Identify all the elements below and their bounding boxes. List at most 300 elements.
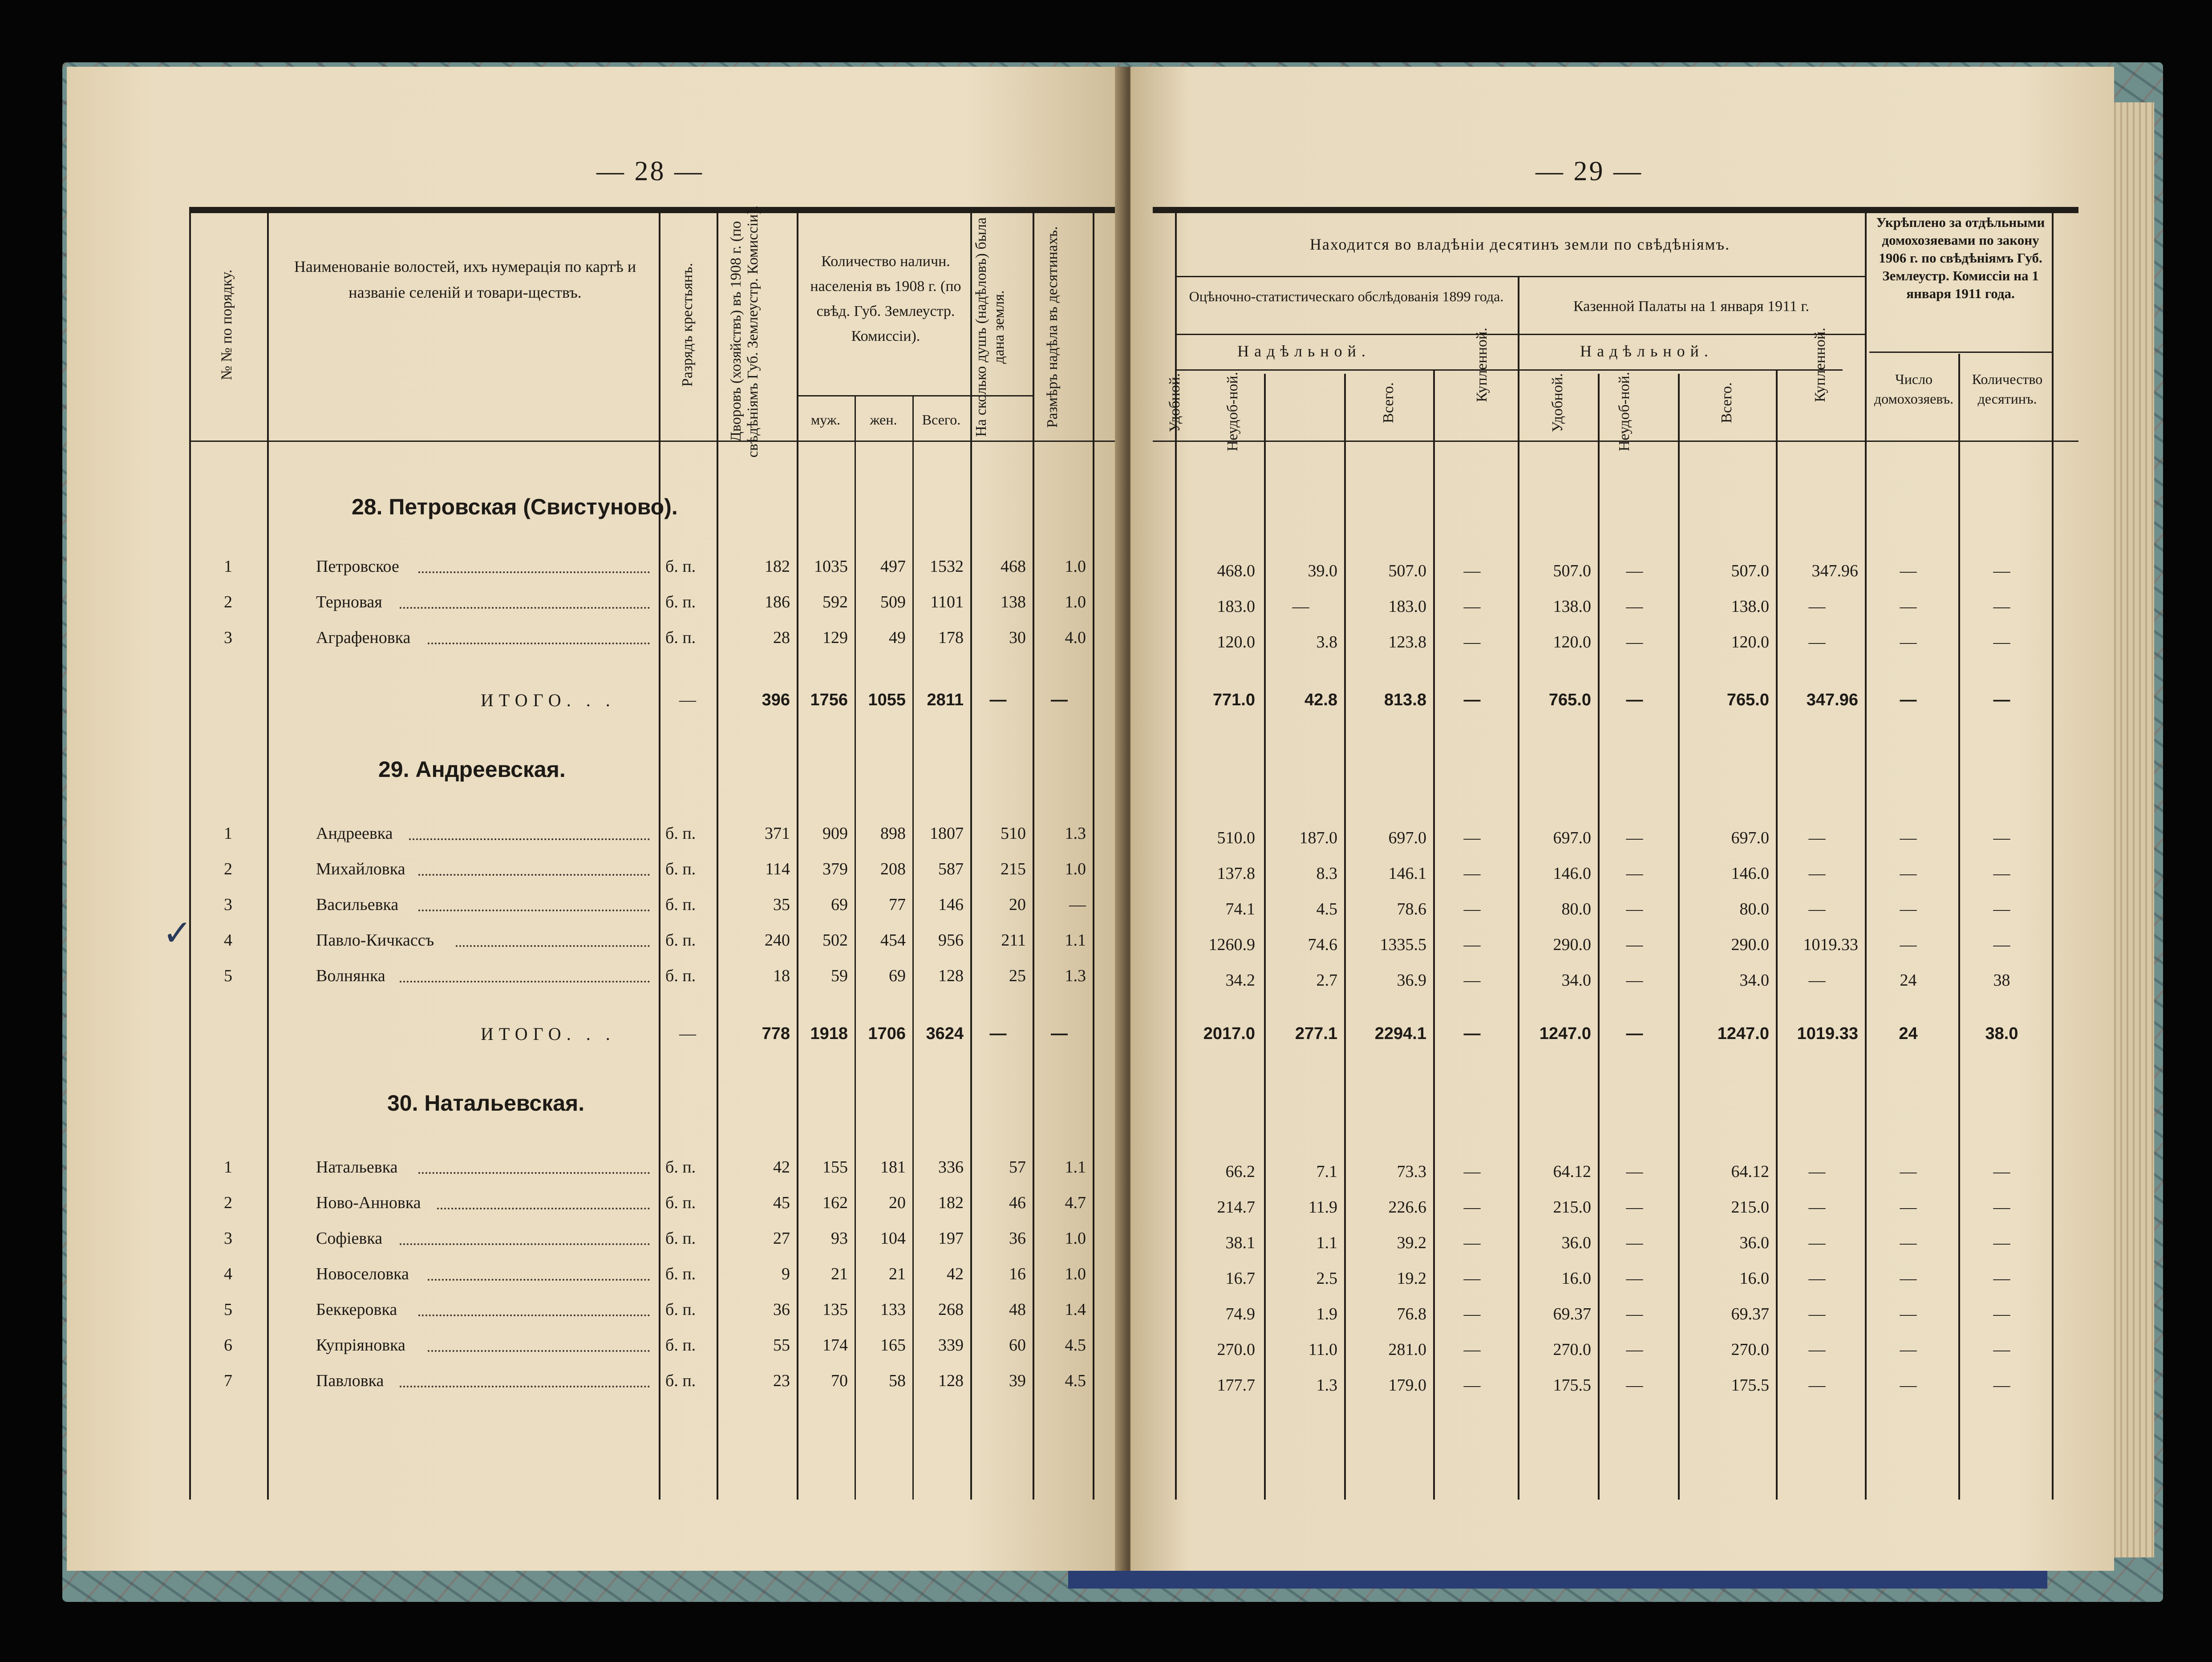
cell-p2: — xyxy=(1808,829,1826,847)
row-number: 7 xyxy=(224,1371,232,1390)
header-female: жен. xyxy=(870,412,897,428)
leader-dots xyxy=(418,1312,650,1316)
cell-n: 11.0 xyxy=(1308,1340,1337,1359)
cell-hh: 45 xyxy=(773,1193,790,1212)
cell-u: 74.9 xyxy=(1225,1305,1255,1323)
peasant-category: б. п. xyxy=(665,895,696,914)
row-number: 6 xyxy=(224,1336,232,1355)
cell-p2: 1019.33 xyxy=(1803,935,1858,954)
cell-n2: — xyxy=(1626,633,1643,651)
total-o: — xyxy=(1900,691,1917,709)
cell-n: 7.1 xyxy=(1316,1162,1337,1181)
cell-d: — xyxy=(1993,1305,2010,1323)
cell-u: 120.0 xyxy=(1217,633,1255,651)
cell-hh: 35 xyxy=(773,895,790,914)
cell-hh: 182 xyxy=(765,557,790,576)
cell-p: — xyxy=(1463,633,1481,651)
cell-n: 8.3 xyxy=(1316,864,1337,883)
cell-a: 146.1 xyxy=(1388,864,1426,883)
peasant-category: б. п. xyxy=(665,1158,696,1177)
cell-souls: 57 xyxy=(1009,1158,1026,1177)
col-line xyxy=(2052,209,2054,1500)
cell-p: — xyxy=(1463,864,1481,883)
header-purchased-2: Купленной. xyxy=(1812,328,1828,402)
cell-hh: 55 xyxy=(773,1336,790,1355)
cell-f: 509 xyxy=(880,593,906,611)
cell-t: 339 xyxy=(938,1336,964,1355)
cell-u: 510.0 xyxy=(1217,829,1255,847)
cell-p: — xyxy=(1463,900,1481,918)
cell-f: 21 xyxy=(889,1265,906,1283)
cell-u2: 16.0 xyxy=(1561,1269,1591,1288)
cell-u: 214.7 xyxy=(1217,1198,1255,1217)
cell-n: — xyxy=(1292,597,1309,616)
cell-d: — xyxy=(1993,1376,2010,1395)
peasant-category: б. п. xyxy=(665,931,696,950)
cell-size: 1.3 xyxy=(1065,824,1086,843)
peasant-category: б. п. xyxy=(665,1265,696,1283)
row-number: 2 xyxy=(224,1193,232,1212)
cell-souls: 20 xyxy=(1009,895,1026,914)
header-allotment: Размѣръ надѣла въ десятинахъ. xyxy=(1044,226,1061,428)
peasant-category: б. п. xyxy=(665,1229,696,1248)
settlement-name: Ново-Анновка xyxy=(316,1193,421,1212)
cell-m: 592 xyxy=(822,593,848,611)
cell-souls: 215 xyxy=(1001,860,1026,878)
cell-n: 1.1 xyxy=(1316,1233,1337,1252)
header-households: Дворовъ (хозяйствъ) въ 1908 г. (по свѣдѣніямъ Губ. Землеустр. Комиссіи). xyxy=(728,205,761,458)
cell-a: 78.6 xyxy=(1397,900,1426,918)
row-number: 5 xyxy=(224,1300,232,1319)
cell-size: 1.4 xyxy=(1065,1300,1086,1319)
cell-u: 177.7 xyxy=(1217,1376,1255,1395)
header-total: Всего. xyxy=(922,412,961,428)
header-male: муж. xyxy=(811,412,840,428)
cell-p2: — xyxy=(1808,1376,1826,1395)
cell-t: 1807 xyxy=(930,824,964,843)
cell-d: — xyxy=(1993,900,2010,918)
cell-a: 1335.5 xyxy=(1380,935,1426,954)
cell-u: 34.2 xyxy=(1225,971,1255,990)
cell-p: — xyxy=(1463,1269,1481,1288)
cell-souls: 25 xyxy=(1009,966,1026,985)
leader-dots xyxy=(400,1383,650,1387)
cell-souls: 60 xyxy=(1009,1336,1026,1355)
total-d: 38.0 xyxy=(1985,1024,2018,1043)
cell-m: 155 xyxy=(822,1158,848,1177)
cell-m: 174 xyxy=(822,1336,848,1355)
row-number: 4 xyxy=(224,931,232,950)
cell-u2: 34.0 xyxy=(1561,971,1591,990)
cell-t: 1101 xyxy=(930,593,964,611)
cell-u: 38.1 xyxy=(1225,1233,1255,1252)
cell-p: — xyxy=(1463,1162,1481,1181)
cell-n: 39.0 xyxy=(1308,562,1337,580)
col-line xyxy=(1958,354,1960,1500)
cell-o: — xyxy=(1900,1233,1917,1252)
row-number: 3 xyxy=(224,628,232,647)
total-f: 1706 xyxy=(868,1024,906,1043)
section-title: 30. Натальевская. xyxy=(387,1091,585,1116)
cell-f: 104 xyxy=(880,1229,906,1248)
cell-f: 181 xyxy=(880,1158,906,1177)
cell-o: — xyxy=(1900,864,1917,883)
cell-n2: — xyxy=(1626,597,1643,616)
total-a2: 765.0 xyxy=(1726,691,1769,709)
page-number-left: — 28 — xyxy=(596,156,704,186)
cell-t: 1532 xyxy=(930,557,964,576)
cell-f: 58 xyxy=(889,1371,906,1390)
cell-a: 697.0 xyxy=(1388,829,1426,847)
cell-n2: — xyxy=(1626,1305,1643,1323)
cell-t: 128 xyxy=(938,966,964,985)
cell-n: 4.5 xyxy=(1316,900,1337,918)
cell-n2: — xyxy=(1626,829,1643,847)
settlement-name: Терновая xyxy=(316,593,382,611)
cell-o: — xyxy=(1900,1162,1917,1181)
cell-hh: 240 xyxy=(765,931,790,950)
cell-souls: 46 xyxy=(1009,1193,1026,1212)
cell-hh: 27 xyxy=(773,1229,790,1248)
header-rule xyxy=(1175,334,1865,335)
col-line xyxy=(1093,209,1094,1500)
total-label: ИТОГО. . . xyxy=(481,690,616,710)
section-title: 28. Петровская (Свистуново). xyxy=(352,494,678,519)
cell-n: 1.9 xyxy=(1316,1305,1337,1323)
header-survey: Оцѣночно-статистическаго обслѣдованія 1899 года. xyxy=(1189,288,1504,304)
settlement-name: Петровское xyxy=(316,557,399,576)
cell-d: — xyxy=(1993,829,2010,847)
total-p2: 1019.33 xyxy=(1797,1024,1858,1043)
leader-dots xyxy=(456,942,650,947)
row-number: 4 xyxy=(224,1265,232,1283)
cell-u: 16.7 xyxy=(1225,1269,1255,1288)
peasant-category: б. п. xyxy=(665,1371,696,1390)
leader-dots xyxy=(418,871,650,876)
cell-hh: 18 xyxy=(773,966,790,985)
cell-u2: 175.5 xyxy=(1553,1376,1591,1395)
total-f: 1055 xyxy=(868,691,906,709)
cell-hh: 23 xyxy=(773,1371,790,1390)
leader-dots xyxy=(400,1241,650,1245)
col-line xyxy=(659,209,660,1500)
leader-dots xyxy=(418,907,650,911)
cell-p2: — xyxy=(1808,633,1826,651)
cell-u2: 64.12 xyxy=(1553,1162,1591,1181)
cell-a: 73.3 xyxy=(1397,1162,1426,1181)
cell-a2: 138.0 xyxy=(1731,597,1769,616)
cell-size: 1.3 xyxy=(1065,966,1086,985)
cell-a: 281.0 xyxy=(1388,1340,1426,1359)
header-rule xyxy=(1869,352,2052,353)
cell-a2: 146.0 xyxy=(1731,864,1769,883)
cell-hh: 114 xyxy=(765,860,790,878)
cell-d: — xyxy=(1993,1198,2010,1217)
cell-d: — xyxy=(1993,562,2010,580)
cell-p2: — xyxy=(1808,1340,1826,1359)
peasant-category: б. п. xyxy=(665,557,696,576)
cell-size: 4.5 xyxy=(1065,1336,1086,1355)
cell-d: — xyxy=(1993,864,2010,883)
cell-p: — xyxy=(1463,1233,1481,1252)
cell-n2: — xyxy=(1626,1376,1643,1395)
cell-n2: — xyxy=(1626,1233,1643,1252)
cell-souls: 510 xyxy=(1001,824,1026,843)
total-a: 813.8 xyxy=(1384,691,1426,709)
header-inconvenient-2: Неудоб-ной. xyxy=(1616,372,1633,452)
cell-p: — xyxy=(1463,1340,1481,1359)
cell-p2: — xyxy=(1808,1305,1826,1323)
cell-d: — xyxy=(1993,1233,2010,1252)
cell-souls: 36 xyxy=(1009,1229,1026,1248)
cell-a2: 36.0 xyxy=(1739,1233,1769,1252)
cell-a2: 69.37 xyxy=(1731,1305,1769,1323)
col-line xyxy=(267,209,269,1500)
cell-o: — xyxy=(1900,900,1917,918)
cell-u2: 215.0 xyxy=(1553,1198,1591,1217)
header-no: № № по порядку. xyxy=(219,269,235,380)
settlement-name: Васильевка xyxy=(316,895,399,914)
header-category: Разрядъ крестьянъ. xyxy=(679,263,696,387)
cell-d: — xyxy=(1993,935,2010,954)
total-n2: — xyxy=(1626,1024,1643,1043)
total-hh: 778 xyxy=(762,1024,790,1043)
cell-t: 42 xyxy=(947,1265,964,1283)
cell-d: 38 xyxy=(1993,971,2010,990)
cell-f: 208 xyxy=(880,860,906,878)
total-n: 42.8 xyxy=(1305,691,1337,709)
cell-t: 182 xyxy=(938,1193,964,1212)
cell-a: 507.0 xyxy=(1388,562,1426,580)
header-rule xyxy=(1175,369,1843,371)
total-u2: 1247.0 xyxy=(1539,1024,1591,1043)
total-p: — xyxy=(1463,1024,1481,1043)
header-convenient-2: Удобной. xyxy=(1549,373,1566,433)
cell-o: — xyxy=(1900,1305,1917,1323)
cell-t: 956 xyxy=(938,931,964,950)
cell-n: 187.0 xyxy=(1299,829,1337,847)
row-number: 3 xyxy=(224,1229,232,1248)
cell-d: — xyxy=(1993,1162,2010,1181)
header-owners: Число домохозяевъ. xyxy=(1874,371,1954,407)
cell-n: 2.7 xyxy=(1316,971,1337,990)
cell-u: 270.0 xyxy=(1217,1340,1255,1359)
cell-a2: 270.0 xyxy=(1731,1340,1769,1359)
cell-m: 59 xyxy=(831,966,848,985)
peasant-category: б. п. xyxy=(665,1193,696,1212)
cell-n2: — xyxy=(1626,1198,1643,1217)
cell-p2: — xyxy=(1808,900,1826,918)
cell-p: — xyxy=(1463,597,1481,616)
cell-a: 76.8 xyxy=(1397,1305,1426,1323)
cell-p2: — xyxy=(1808,597,1826,616)
cell-m: 69 xyxy=(831,895,848,914)
header-population: Количество наличн. населенія въ 1908 г. (по свѣд. Губ. Землеустр. Комиссіи). xyxy=(810,253,961,344)
total-p2: 347.96 xyxy=(1806,691,1858,709)
leader-dots xyxy=(400,604,650,609)
row-number: 2 xyxy=(224,860,232,878)
header-all-1: Всего. xyxy=(1380,382,1397,423)
settlement-name: Андреевка xyxy=(316,824,393,843)
cell-o: — xyxy=(1900,597,1917,616)
settlement-name: Михайловка xyxy=(316,860,405,878)
total-u: 2017.0 xyxy=(1203,1024,1255,1043)
total-souls: — xyxy=(989,1024,1007,1043)
cell-f: 20 xyxy=(889,1193,906,1212)
header-rule xyxy=(1175,276,1865,277)
cell-f: 165 xyxy=(880,1336,906,1355)
cell-o: — xyxy=(1900,1269,1917,1288)
settlement-name: Натальевка xyxy=(316,1158,398,1177)
cell-hh: 371 xyxy=(765,824,790,843)
total-u2: 765.0 xyxy=(1548,691,1591,709)
cell-o: — xyxy=(1900,1198,1917,1217)
cell-n: 3.8 xyxy=(1316,633,1337,651)
cell-p: — xyxy=(1463,971,1481,990)
cell-o: — xyxy=(1900,935,1917,954)
total-n: 277.1 xyxy=(1295,1024,1337,1043)
cell-a2: 215.0 xyxy=(1731,1198,1769,1217)
leader-dots xyxy=(418,569,650,573)
header-purchased-1: Купленной. xyxy=(1474,328,1490,402)
leader-dots xyxy=(428,1347,650,1352)
header-allotted-1: Надѣльной. xyxy=(1237,342,1371,360)
cell-o: 24 xyxy=(1900,971,1917,990)
cell-hh: 36 xyxy=(773,1300,790,1319)
settlement-name: Новоселовка xyxy=(316,1265,409,1283)
cell-a2: 64.12 xyxy=(1731,1162,1769,1181)
cell-size: 1.0 xyxy=(1065,593,1086,611)
cell-u2: 146.0 xyxy=(1553,864,1591,883)
cell-hh: 186 xyxy=(765,593,790,611)
cell-hh: 9 xyxy=(782,1265,790,1283)
cell-u2: 138.0 xyxy=(1553,597,1591,616)
cell-o: — xyxy=(1900,562,1917,580)
cell-m: 1035 xyxy=(814,557,848,576)
cell-m: 21 xyxy=(831,1265,848,1283)
cell-m: 162 xyxy=(822,1193,848,1212)
total-m: 1756 xyxy=(810,691,848,709)
cell-p: — xyxy=(1463,1198,1481,1217)
settlement-name: Беккеровка xyxy=(316,1300,397,1319)
leader-dots xyxy=(428,640,650,644)
row-number: 5 xyxy=(224,966,232,985)
cell-souls: 48 xyxy=(1009,1300,1026,1319)
total-d: — xyxy=(1993,691,2010,709)
cell-a2: 507.0 xyxy=(1731,562,1769,580)
cell-p: — xyxy=(1463,1376,1481,1395)
total-m: 1918 xyxy=(810,1024,848,1043)
cell-size: 1.0 xyxy=(1065,860,1086,878)
cell-n2: — xyxy=(1626,864,1643,883)
cell-hh: 28 xyxy=(773,628,790,647)
cell-a2: 697.0 xyxy=(1731,829,1769,847)
cell-p: — xyxy=(1463,935,1481,954)
cell-m: 502 xyxy=(822,931,848,950)
total-size: — xyxy=(1051,1024,1068,1043)
cell-m: 379 xyxy=(822,860,848,878)
total-a2: 1247.0 xyxy=(1717,1024,1769,1043)
cell-f: 133 xyxy=(880,1300,906,1319)
cell-m: 909 xyxy=(822,824,848,843)
cell-u2: 270.0 xyxy=(1553,1340,1591,1359)
cell-a: 19.2 xyxy=(1397,1269,1426,1288)
cell-size: 1.1 xyxy=(1065,931,1086,950)
pencil-checkmark: ✓ xyxy=(162,912,193,954)
leader-dots xyxy=(409,836,650,840)
header-souls: На сколько душъ (надѣловъ) была дана земля. xyxy=(973,217,1007,437)
cell-n2: — xyxy=(1626,935,1643,954)
cell-t: 197 xyxy=(938,1229,964,1248)
total-t: 2811 xyxy=(927,691,964,709)
header-name: Наименованіе волостей, ихъ нумерація по картѣ и названіе селеній и товари-ществъ. xyxy=(294,258,636,301)
settlement-name: Софіевка xyxy=(316,1229,383,1248)
peasant-category: б. п. xyxy=(665,966,696,985)
settlement-name: Павло-Кичкассъ xyxy=(316,931,434,950)
header-main: Находится во владѣніи десятинъ земли по свѣдѣніямъ. xyxy=(1309,235,1730,253)
cell-size: 1.0 xyxy=(1065,1265,1086,1283)
cell-u2: 120.0 xyxy=(1553,633,1591,651)
cell-hh: 42 xyxy=(773,1158,790,1177)
cell-p2: — xyxy=(1808,1269,1826,1288)
cell-u2: 697.0 xyxy=(1553,829,1591,847)
header-strengthened: Укрѣплено за отдѣльными домохозяевами по закону 1906 г. по свѣдѣніямъ Губ. Землеустр. Комиссіи на 1 января 1911 года. xyxy=(1876,214,2045,301)
header-convenient-1: Удобной. xyxy=(1167,373,1183,433)
cell-souls: 468 xyxy=(1001,557,1026,576)
header-all-2: Всего. xyxy=(1718,382,1735,423)
cell-size: 1.0 xyxy=(1065,557,1086,576)
cell-p2: — xyxy=(1808,971,1826,990)
cell-o: — xyxy=(1900,1340,1917,1359)
cell-size: — xyxy=(1069,895,1086,914)
cell-n: 1.3 xyxy=(1316,1376,1337,1395)
cell-p: — xyxy=(1463,1305,1481,1323)
cell-m: 129 xyxy=(822,628,848,647)
cell-size: 4.5 xyxy=(1065,1371,1086,1390)
cell-a2: 175.5 xyxy=(1731,1376,1769,1395)
row-number: 2 xyxy=(224,593,232,611)
cell-a: 123.8 xyxy=(1388,633,1426,651)
cell-p2: — xyxy=(1808,1162,1826,1181)
header-treasury: Казенной Палаты на 1 января 1911 г. xyxy=(1573,298,1810,315)
total-souls: — xyxy=(989,691,1007,709)
cell-p: — xyxy=(1463,562,1481,580)
total-u: 771.0 xyxy=(1212,691,1255,709)
peasant-category: б. п. xyxy=(665,824,696,843)
row-number: 1 xyxy=(224,824,232,843)
cell-n2: — xyxy=(1626,971,1643,990)
total-hh: 396 xyxy=(762,691,790,709)
cell-o: — xyxy=(1900,633,1917,651)
cell-a2: 290.0 xyxy=(1731,935,1769,954)
cell-p: — xyxy=(1463,829,1481,847)
cell-t: 146 xyxy=(938,895,964,914)
row-number: 1 xyxy=(224,1158,232,1177)
peasant-category: б. п. xyxy=(665,1300,696,1319)
peasant-category: б. п. xyxy=(665,860,696,878)
cell-u2: 36.0 xyxy=(1561,1233,1591,1252)
leader-dots xyxy=(428,1276,650,1281)
header-desyat: Количество десятинъ. xyxy=(1972,371,2043,407)
cell-f: 77 xyxy=(889,895,906,914)
cell-n2: — xyxy=(1626,562,1643,580)
cell-f: 454 xyxy=(880,931,906,950)
leader-dots xyxy=(418,1169,650,1174)
peasant-category: б. п. xyxy=(665,593,696,611)
peasant-category: б. п. xyxy=(665,628,696,647)
leader-dots xyxy=(400,978,650,983)
row-number: 3 xyxy=(224,895,232,914)
